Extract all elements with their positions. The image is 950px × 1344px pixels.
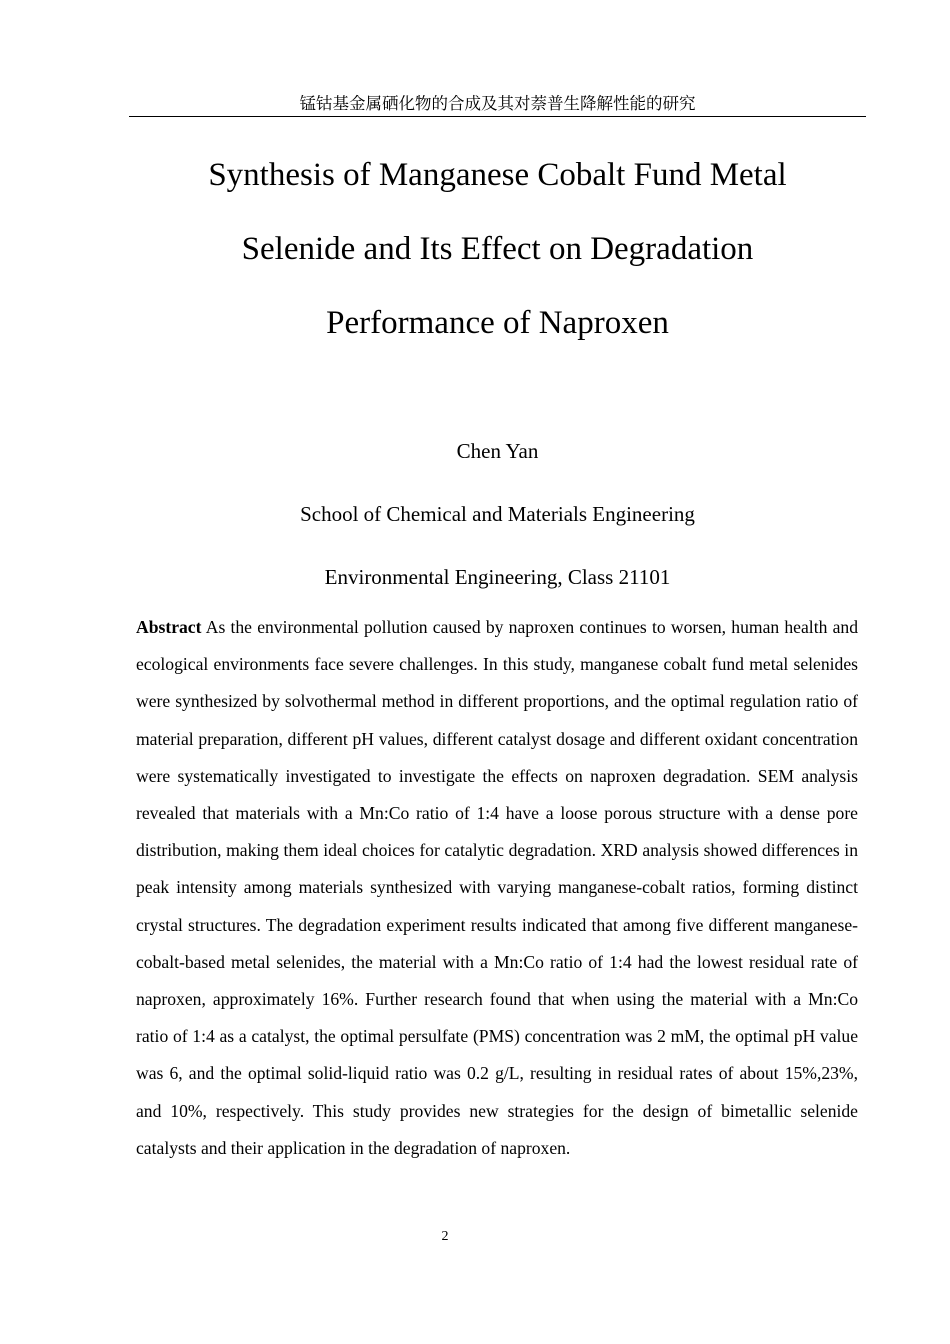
author-school: School of Chemical and Materials Engineering <box>300 502 695 526</box>
abstract-label: Abstract <box>136 617 202 637</box>
abstract-paragraph <box>136 609 858 1167</box>
title-line-3: Performance of Naproxen <box>326 305 669 341</box>
title-line-1: Synthesis of Manganese Cobalt Fund Metal <box>208 157 787 193</box>
running-header <box>129 92 866 117</box>
author-name: Chen Yan <box>456 439 539 463</box>
running-header-title: 锰钴基金属硒化物的合成及其对萘普生降解性能的研究 <box>299 94 696 113</box>
abstract-text: As the environmental pollution caused by naproxen continues to worsen, human health and ecological environments face severe challenges. In this study, manganese cobalt fund metal selenides were synthesized by solvothermal method in different proportions, and the optimal regulation ratio of material preparation, different pH values, different catalyst dosage and different oxidant concentration were systematically investigated to investigate the effects on naproxen degradation. SEM analysis revealed that materials with a Mn:Co ratio of 1:4 have a loose porous structure with a dense pore distribution, making them ideal choices for catalytic degradation. XRD analysis showed differences in peak intensity among materials synthesized with varying manganese-cobalt ratios, forming distinct crystal structures. The degradation experiment results indicated that among five different manganese-cobalt-based metal selenides, the material with a Mn:Co ratio of 1:4 had the lowest residual rate of naproxen, approximately 16%. Further research found that when using the material with a Mn:Co ratio of 1:4 as a catalyst, the optimal persulfate (PMS) concentration was 2 mM, the optimal pH value was 6, and the optimal solid-liquid ratio was 0.2 g/L, resulting in residual rates of about 15%,23%, and 10%, respectively. This study provides new strategies for the design of bimetallic selenide catalysts and their application in the degradation of naproxen. <box>136 617 858 1158</box>
page-number: 2 <box>441 1229 449 1244</box>
title-line-2: Selenide and Its Effect on Degradation <box>241 231 754 267</box>
author-class: Environmental Engineering, Class 21101 <box>324 565 671 589</box>
paper-title <box>110 138 885 360</box>
